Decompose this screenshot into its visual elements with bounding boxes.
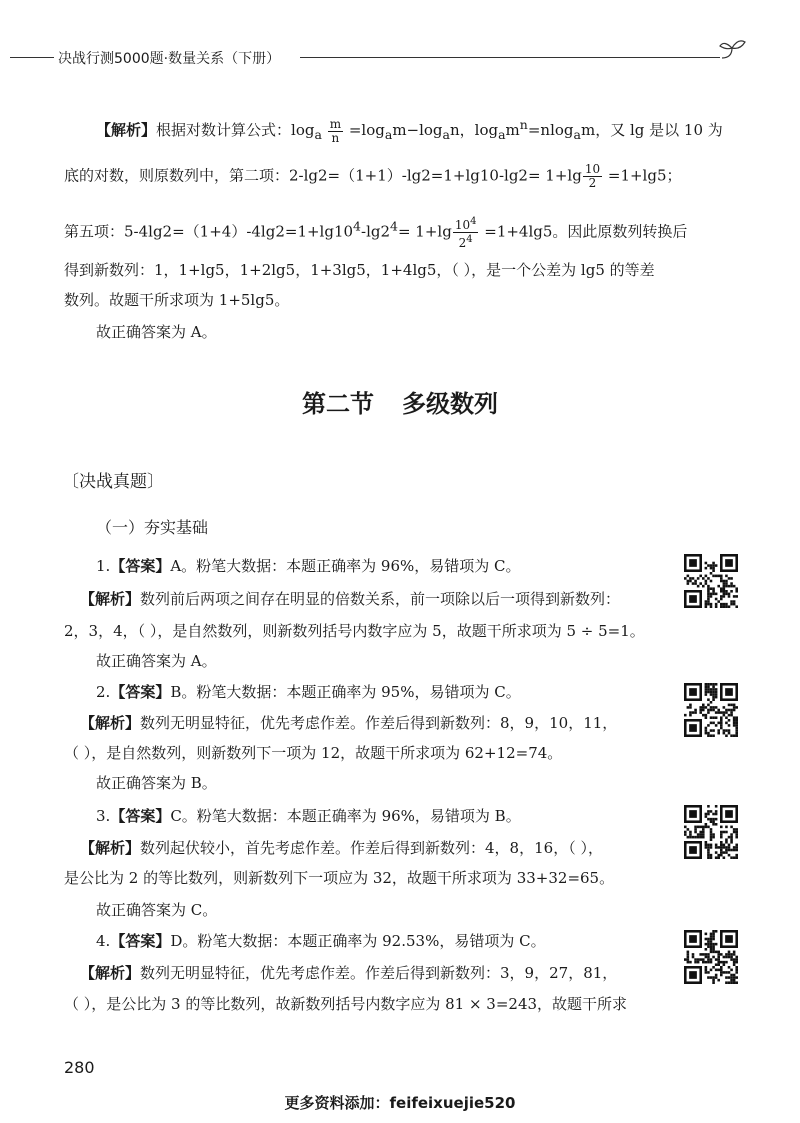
q1-analysis-line-1: 【解析】数列前后两项之间存在明显的倍数关系，前一项除以后一项得到新数列： [80,590,621,608]
intro-answer: 故正确答案为 A。 [96,323,217,341]
q4-analysis-line-2: （ ），是公比为 3 的等比数列，故新数列括号内数字应为 81 × 3=243，故题干所求 [64,995,628,1013]
qr-code-q3[interactable] [684,805,738,859]
q3-analysis-line-2: 是公比为 2 的等比数列，则新数列下一项应为 32，故题干所求项为 33+32=65。 [64,869,615,887]
header-rule-left [10,57,54,58]
fraction-10e4-over-2e4: $\frac{10^4}{2^4}$ [454,216,477,250]
intro-line-3: 第五项：$5-4\lg 2=(1+4)-4\lg 2=1+\lg 10^4-\lg 2^4= 1+\lg$ $\frac{10^4}{2^4}$ =1+4lg5。因此原数列转换后 [64,216,688,250]
header-rule-right [300,57,720,58]
real-questions-label: 〔决战真题〕 [62,472,164,492]
q4-analysis-line-1: 【解析】数列无明显特征，优先考虑作差。作差后得到新数列：3，9，27，81， [80,964,618,982]
q2-answer-line: 2.【答案】B。粉笔大数据：本题正确率为 95%，易错项为 C。 [96,683,521,701]
qr-code-q1[interactable] [684,554,738,608]
intro-line-4: 得到新数列：1，1+lg5，1+2lg5，1+3lg5，1+4lg5，（ ），是一个公差为 lg5 的等差 [64,261,655,279]
q3-answer-line: 3.【答案】C。粉笔大数据：本题正确率为 96%，易错项为 B。 [96,807,521,825]
fraction-m-over-n: $\frac{m}{n}$ [329,116,342,145]
header-title: 决战行测5000题·数量关系（下册） [58,51,281,67]
q2-analysis-line-2: （ ），是自然数列，则新数列下一项为 12，故题干所求项为 62+12=74。 [64,744,563,762]
q2-final-answer: 故正确答案为 B。 [96,774,217,792]
subsection-label: （一）夯实基础 [96,518,209,537]
footer-note: 更多资料添加：feifeixuejie520 [284,1094,516,1112]
analysis-label: 【解析】 [96,121,157,139]
intro-line-2: 底的对数，则原数列中，第二项：2-lg2=（1+1）-lg2=1+lg10-lg2= 1+lg $\frac{10}{2}$ =1+lg5； [64,162,682,190]
q1-analysis-line-2: 2，3，4，（ ），是自然数列，则新数列括号内数字应为 5，故题干所求项为 5 ÷ 5=1。 [64,622,645,640]
q3-analysis-line-1: 【解析】数列起伏较小，首先考虑作差。作差后得到新数列：4，8，16，（ ）， [80,839,603,857]
intro-line-1: 【解析】根据对数计算公式：$\log_a$ $\frac{m}{n}$ $=\log_am-\log_an$，$\log_am^n=nlog_am$，又 lg 是以 10 为 [96,116,723,145]
q3-final-answer: 故正确答案为 C。 [96,901,218,919]
q4-answer-line: 4.【答案】D。粉笔大数据：本题正确率为 92.53%，易错项为 C。 [96,932,546,950]
intro-line-5: 数列。故题干所求项为 1+5lg5。 [64,291,290,309]
qr-code-q4[interactable] [684,930,738,984]
sprout-icon [718,38,748,62]
section-title: 第二节 多级数列 [302,390,498,418]
q2-analysis-line-1: 【解析】数列无明显特征，优先考虑作差。作差后得到新数列：8，9，10，11， [80,714,618,732]
qr-code-q2[interactable] [684,683,738,737]
page-number: 280 [64,1058,95,1077]
q1-final-answer: 故正确答案为 A。 [96,652,217,670]
q1-answer-line: 1.【答案】A。粉笔大数据：本题正确率为 96%，易错项为 C。 [96,557,521,575]
fraction-10-over-2: $\frac{10}{2}$ [584,162,601,190]
